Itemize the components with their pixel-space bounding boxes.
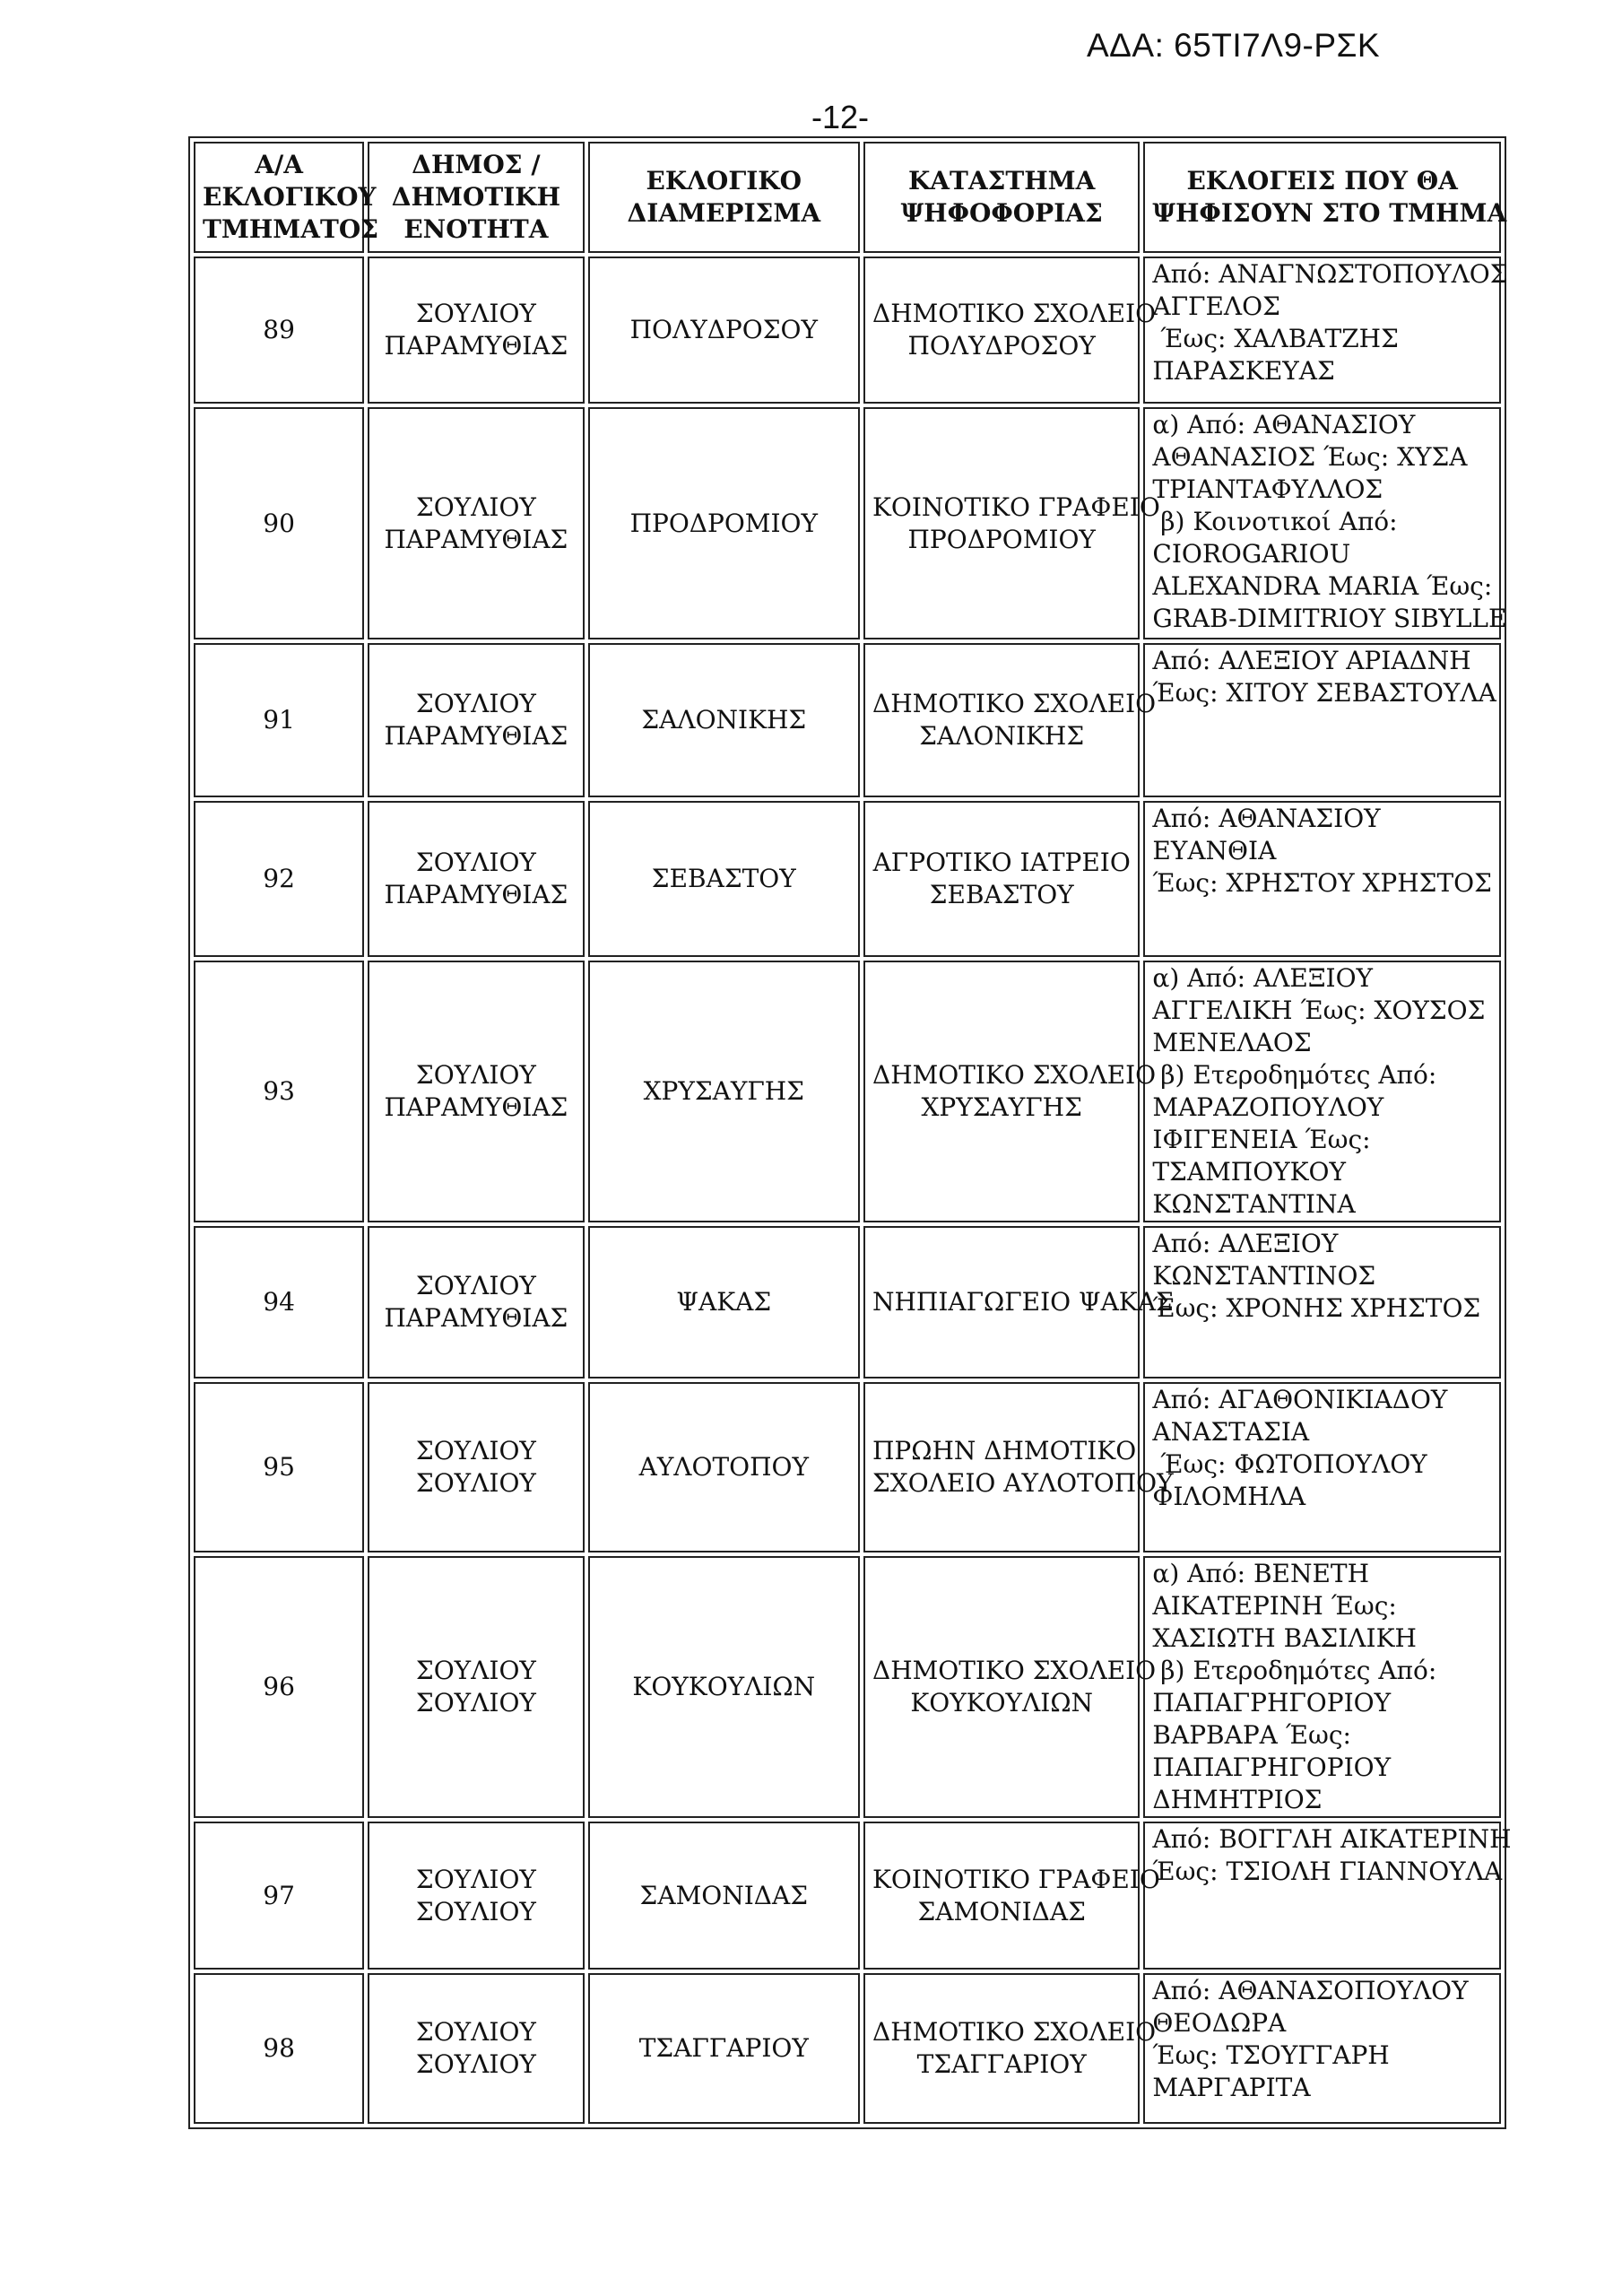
voters-range-line: Έως: ΧΡΗΣΤΟΥ ΧΡΗΣΤΟΣ xyxy=(1152,868,1492,898)
section-number-cell xyxy=(194,1382,364,1552)
electoral-district-cell xyxy=(588,1556,860,1818)
section-number-cell xyxy=(194,1973,364,2124)
column-header-municipality xyxy=(368,142,584,253)
electoral-district-line: ΤΣΑΓΓΑΡΙΟΥ xyxy=(638,2033,809,2063)
voters-range-line: ΠΑΠΑΓΡΗΓΟΡΙΟΥ xyxy=(1152,1688,1392,1718)
voters-range-line: β) Ετεροδημότες Από: xyxy=(1152,1060,1437,1090)
polling-station-line: ΣΑΜΟΝΙΔΑΣ xyxy=(917,1896,1086,1926)
municipality-cell xyxy=(368,643,584,797)
voters-range-cell xyxy=(1143,257,1508,404)
municipality-line: ΣΟΥΛΙΟΥ xyxy=(415,1656,536,1685)
municipality-cell xyxy=(368,801,584,957)
column-header-line: ΕΚΛΟΓΙΚΟΥ xyxy=(203,182,377,212)
electoral-district-cell xyxy=(588,1822,860,1970)
section-number-cell xyxy=(194,1556,364,1818)
electoral-district-cell xyxy=(588,1226,860,1378)
polling-station-cell xyxy=(863,1973,1157,2124)
electoral-district-cell xyxy=(588,1973,860,2124)
polling-station-line: ΠΡΟΔΡΟΜΙΟΥ xyxy=(907,524,1096,554)
section-number-cell xyxy=(194,257,364,404)
voters-range-line: ΜΕΝΕΛΑΟΣ xyxy=(1152,1028,1312,1057)
electoral-district-line: ΣΑΛΟΝΙΚΗΣ xyxy=(641,705,807,735)
section-number-cell xyxy=(194,643,364,797)
municipality-line: ΠΑΡΑΜΥΘΙΑΣ xyxy=(384,721,568,751)
polling-station-cell xyxy=(863,1822,1160,1970)
voters-range-line: ΠΑΠΑΓΡΗΓΟΡΙΟΥ xyxy=(1152,1752,1392,1782)
column-header-line: ΔΗΜΟΣ / xyxy=(412,150,541,179)
section-number-value: 95 xyxy=(263,1452,295,1482)
voters-range-line: ΕΥΑΝΘΙΑ xyxy=(1152,836,1277,865)
voters-range-line: Από: ΑΛΕΞΙΟΥ xyxy=(1152,1229,1339,1258)
column-header-line: Α/Α xyxy=(255,150,303,179)
voters-range-line: Από: ΑΓΑΘΟΝΙΚΙΑΔΟΥ xyxy=(1152,1385,1448,1414)
voters-range-line: ΤΡΙΑΝΤΑΦΥΛΛΟΣ xyxy=(1152,474,1383,504)
voters-range-line: Έως: ΤΣΟΥΓΓΑΡΗ xyxy=(1152,2040,1390,2070)
voters-range-line: ΜΑΡΓΑΡΙΤΑ xyxy=(1152,2073,1311,2102)
municipality-line: ΠΑΡΑΜΥΘΙΑΣ xyxy=(384,1092,568,1122)
municipality-cell xyxy=(368,257,584,404)
electoral-district-cell xyxy=(588,1382,860,1552)
section-number-value: 90 xyxy=(263,508,295,538)
section-number-cell xyxy=(194,961,364,1222)
ada-code: ΑΔΑ: 65ΤΙ7Λ9-ΡΣΚ xyxy=(1087,27,1381,64)
municipality-line: ΠΑΡΑΜΥΘΙΑΣ xyxy=(384,1303,568,1333)
voters-range-line: β) Ετεροδημότες Από: xyxy=(1152,1656,1437,1685)
municipality-line: ΣΟΥΛΙΟΥ xyxy=(415,1436,536,1465)
voters-range-line: ΑΘΑΝΑΣΙΟΣ Έως: ΧΥΣΑ xyxy=(1152,442,1468,472)
column-header-voters-range xyxy=(1143,142,1507,253)
section-number-value: 91 xyxy=(263,705,295,735)
voters-range-line: ΧΑΣΙΩΤΗ ΒΑΣΙΛΙΚΗ xyxy=(1152,1623,1417,1653)
column-header-line: ΔΗΜΟΤΙΚΗ xyxy=(391,182,561,212)
municipality-cell xyxy=(368,1822,584,1970)
page-number: -12- xyxy=(811,99,870,135)
polling-station-line: ΣΑΛΟΝΙΚΗΣ xyxy=(919,721,1085,751)
voters-range-line: Από: ΑΛΕΞΙΟΥ ΑΡΙΑΔΝΗ xyxy=(1152,646,1471,675)
polling-station-line: ΣΕΒΑΣΤΟΥ xyxy=(929,880,1074,909)
table-row xyxy=(194,801,1501,957)
polling-station-line: ΧΡΥΣΑΥΓΗΣ xyxy=(921,1092,1082,1122)
electoral-district-cell xyxy=(588,407,860,639)
electoral-district-line: ΣΑΜΟΝΙΔΑΣ xyxy=(639,1880,808,1910)
voters-range-line: ΑΙΚΑΤΕΡΙΝΗ Έως: xyxy=(1152,1591,1397,1621)
electoral-district-cell xyxy=(588,257,860,404)
electoral-district-cell xyxy=(588,801,860,957)
municipality-cell xyxy=(368,1382,584,1552)
voters-range-line: ΘΕΟΔΩΡΑ xyxy=(1152,2008,1287,2038)
electoral-district-cell xyxy=(588,961,860,1222)
polling-station-line: ΔΗΜΟΤΙΚΟ ΣΧΟΛΕΙΟ xyxy=(872,2017,1157,2047)
section-number-value: 98 xyxy=(263,2033,295,2063)
section-number-cell xyxy=(194,1226,364,1378)
polling-station-cell xyxy=(863,1382,1174,1552)
column-header-line: ΔΙΑΜΕΡΙΣΜΑ xyxy=(627,198,821,228)
section-number-cell xyxy=(194,407,364,639)
section-number-value: 97 xyxy=(263,1880,295,1910)
municipality-line: ΠΑΡΑΜΥΘΙΑΣ xyxy=(384,880,568,909)
section-number-value: 93 xyxy=(263,1076,295,1106)
voters-range-line: Έως: ΧΙΤΟΥ ΣΕΒΑΣΤΟΥΛΑ xyxy=(1152,678,1496,708)
voters-range-line: GRAB-DIMITRIOY SIBYLLE xyxy=(1152,604,1507,633)
polling-station-cell xyxy=(863,961,1157,1222)
municipality-cell xyxy=(368,407,584,639)
municipality-line: ΣΟΥΛΙΟΥ xyxy=(415,1896,536,1926)
municipality-line: ΣΟΥΛΙΟΥ xyxy=(415,1271,536,1300)
polling-station-line: ΔΗΜΟΤΙΚΟ ΣΧΟΛΕΙΟ xyxy=(872,1060,1157,1090)
municipality-line: ΣΟΥΛΙΟΥ xyxy=(415,1864,536,1894)
voters-range-line: α) Από: ΑΘΑΝΑΣΙΟΥ xyxy=(1152,410,1416,439)
municipality-cell xyxy=(368,1973,584,2124)
voters-range-line: Έως: ΧΡΟΝΗΣ ΧΡΗΣΤΟΣ xyxy=(1152,1293,1481,1323)
table-body xyxy=(194,257,1512,2124)
column-header-polling-station xyxy=(863,142,1140,253)
municipality-line: ΣΟΥΛΙΟΥ xyxy=(415,491,536,522)
voters-range-line: α) Από: ΑΛΕΞΙΟΥ xyxy=(1152,963,1374,993)
polling-station-line: ΔΗΜΟΤΙΚΟ ΣΧΟΛΕΙΟ xyxy=(872,1656,1157,1685)
voters-range-cell xyxy=(1143,961,1501,1222)
voters-range-cell xyxy=(1143,801,1501,957)
polling-station-cell xyxy=(863,407,1160,639)
municipality-line: ΣΟΥΛΙΟΥ xyxy=(415,1468,536,1498)
voters-range-line: ΔΗΜΗΤΡΙΟΣ xyxy=(1152,1785,1323,1814)
electoral-district-line: ΑΥΛΟΤΟΠΟΥ xyxy=(638,1452,809,1482)
polling-station-line: ΑΓΡΟΤΙΚΟ ΙΑΤΡΕΙΟ xyxy=(872,848,1131,877)
table-row xyxy=(194,1382,1501,1552)
voters-range-line: α) Από: ΒΕΝΕΤΗ xyxy=(1152,1559,1370,1588)
polling-station-cell xyxy=(863,257,1157,404)
municipality-line: ΣΟΥΛΙΟΥ xyxy=(415,1060,536,1090)
polling-station-line: ΚΟΥΚΟΥΛΙΩΝ xyxy=(910,1688,1094,1718)
column-header-line: ΕΚΛΟΓΕΙΣ ΠΟΥ ΘΑ xyxy=(1186,166,1458,196)
polling-station-line: ΚΟΙΝΟΤΙΚΟ ΓΡΑΦΕΙΟ xyxy=(872,491,1160,522)
voters-range-line: ΒΑΡΒΑΡΑ Έως: xyxy=(1152,1720,1351,1750)
voters-range-line: Έως: ΤΣΙΟΛΗ ΓΙΑΝΝΟΥΛΑ xyxy=(1152,1857,1503,1886)
voters-range-cell xyxy=(1143,1973,1501,2124)
municipality-line: ΣΟΥΛΙΟΥ xyxy=(415,689,536,718)
electoral-district-line: ΚΟΥΚΟΥΛΙΩΝ xyxy=(632,1672,816,1701)
table-row xyxy=(194,1822,1501,1970)
polling-station-line: ΚΟΙΝΟΤΙΚΟ ΓΡΑΦΕΙΟ xyxy=(872,1864,1160,1894)
column-header-line: ΨΗΦΟΦΟΡΙΑΣ xyxy=(900,198,1103,228)
electoral-district-line: ΠΡΟΔΡΟΜΙΟΥ xyxy=(629,508,818,538)
section-number-cell xyxy=(194,1822,364,1970)
polling-station-line: ΣΧΟΛΕΙΟ ΑΥΛΟΤΟΠΟΥ xyxy=(872,1468,1174,1498)
table-row xyxy=(194,1973,1501,2124)
polling-stations-table xyxy=(188,136,1512,2129)
table-row xyxy=(194,407,1501,639)
municipality-line: ΣΟΥΛΙΟΥ xyxy=(415,2017,536,2047)
polling-station-cell xyxy=(863,1556,1157,1818)
electoral-district-line: ΠΟΛΥΔΡΟΣΟΥ xyxy=(629,315,818,344)
column-header-electoral-district xyxy=(588,142,860,253)
table-row xyxy=(194,257,1501,404)
polling-station-line: ΔΗΜΟΤΙΚΟ ΣΧΟΛΕΙΟ xyxy=(872,689,1157,718)
municipality-cell xyxy=(368,1226,584,1378)
voters-range-line: Έως: ΦΩΤΟΠΟΥΛΟΥ xyxy=(1152,1449,1427,1479)
voters-range-line: Από: ΑΘΑΝΑΣΟΠΟΥΛΟΥ xyxy=(1152,1976,1469,2005)
voters-range-line: ΑΝΑΣΤΑΣΙΑ xyxy=(1152,1417,1310,1447)
voters-range-line: Έως: ΧΑΛΒΑΤΖΗΣ xyxy=(1152,324,1399,353)
polling-station-line: ΝΗΠΙΑΓΩΓΕΙΟ ΨΑΚΑΣ xyxy=(872,1287,1174,1317)
voters-range-line: ALEXANDRA MARIA Έως: xyxy=(1152,571,1493,601)
polling-station-cell xyxy=(863,643,1157,797)
column-header-line: ΕΚΛΟΓΙΚΟ xyxy=(646,166,802,196)
column-header-section-number xyxy=(194,142,379,253)
polling-station-cell xyxy=(863,1226,1174,1378)
section-number-value: 89 xyxy=(263,315,295,344)
voters-range-line: ΙΦΙΓΕΝΕΙΑ Έως: xyxy=(1152,1125,1371,1154)
voters-range-line: ΦΙΛΟΜΗΛΑ xyxy=(1152,1482,1306,1511)
electoral-district-line: ΣΕΒΑΣΤΟΥ xyxy=(651,864,796,893)
section-number-value: 96 xyxy=(263,1672,295,1701)
voters-range-line: ΤΣΑΜΠΟΥΚΟΥ xyxy=(1152,1157,1346,1187)
voters-range-cell xyxy=(1143,1556,1501,1818)
polling-station-cell xyxy=(863,801,1140,957)
voters-range-line: Από: ΑΝΑΓΝΩΣΤΟΠΟΥΛΟΣ xyxy=(1152,259,1508,289)
municipality-line: ΣΟΥΛΙΟΥ xyxy=(415,299,536,328)
polling-station-line: ΠΟΛΥΔΡΟΣΟΥ xyxy=(907,331,1096,361)
polling-station-line: ΤΣΑΓΓΑΡΙΟΥ xyxy=(916,2049,1087,2079)
voters-range-line: ΑΓΓΕΛΟΣ xyxy=(1152,291,1280,321)
column-header-line: ΨΗΦΙΣΟΥΝ ΣΤΟ ΤΜΗΜΑ xyxy=(1152,198,1507,228)
polling-station-line: ΠΡΩΗΝ ΔΗΜΟΤΙΚΟ xyxy=(872,1436,1137,1465)
section-number-value: 92 xyxy=(263,864,295,893)
table-row xyxy=(194,643,1501,797)
table-header-row xyxy=(194,142,1501,253)
column-header-line: ΤΜΗΜΑΤΟΣ xyxy=(203,214,379,244)
municipality-line: ΠΑΡΑΜΥΘΙΑΣ xyxy=(384,524,568,554)
voters-range-cell xyxy=(1143,1822,1512,1970)
voters-range-line: CIOROGARIOU xyxy=(1152,539,1351,569)
municipality-line: ΣΟΥΛΙΟΥ xyxy=(415,848,536,877)
voters-range-cell xyxy=(1143,1226,1501,1378)
voters-range-line: ΜΑΡΑΖΟΠΟΥΛΟΥ xyxy=(1152,1092,1384,1122)
voters-range-line: ΑΓΓΕΛΙΚΗ Έως: ΧΟΥΣΟΣ xyxy=(1152,996,1486,1025)
section-number-value: 94 xyxy=(263,1287,295,1317)
column-header-line: ΕΝΟΤΗΤΑ xyxy=(403,214,549,244)
municipality-line: ΣΟΥΛΙΟΥ xyxy=(415,1688,536,1718)
voters-range-line: Από: ΒΟΓΓΛΗ ΑΙΚΑΤΕΡΙΝΗ xyxy=(1152,1824,1512,1854)
voters-range-line: β) Κοινοτικοί Από: xyxy=(1152,507,1398,536)
polling-station-line: ΔΗΜΟΤΙΚΟ ΣΧΟΛΕΙΟ xyxy=(872,299,1157,328)
section-number-cell xyxy=(194,801,364,957)
table-row xyxy=(194,1556,1501,1818)
municipality-cell xyxy=(368,1556,584,1818)
municipality-line: ΠΑΡΑΜΥΘΙΑΣ xyxy=(384,331,568,361)
column-header-line: ΚΑΤΑΣΤΗΜΑ xyxy=(907,166,1096,196)
municipality-cell xyxy=(368,961,584,1222)
municipality-line: ΣΟΥΛΙΟΥ xyxy=(415,2049,536,2079)
voters-range-line: ΚΩΝΣΤΑΝΤΙΝΟΣ xyxy=(1152,1261,1376,1291)
voters-range-cell xyxy=(1143,1382,1501,1552)
electoral-district-line: ΨΑΚΑΣ xyxy=(676,1287,772,1317)
table-row xyxy=(194,1226,1501,1378)
electoral-district-line: ΧΡΥΣΑΥΓΗΣ xyxy=(643,1076,804,1106)
voters-range-line: Από: ΑΘΑΝΑΣΙΟΥ xyxy=(1152,804,1381,833)
voters-range-cell xyxy=(1143,643,1501,797)
table-row xyxy=(194,961,1501,1222)
voters-range-line: ΚΩΝΣΤΑΝΤΙΝΑ xyxy=(1152,1189,1356,1219)
voters-range-cell xyxy=(1143,407,1507,639)
voters-range-line: ΠΑΡΑΣΚΕΥΑΣ xyxy=(1152,356,1335,386)
electoral-district-cell xyxy=(588,643,860,797)
